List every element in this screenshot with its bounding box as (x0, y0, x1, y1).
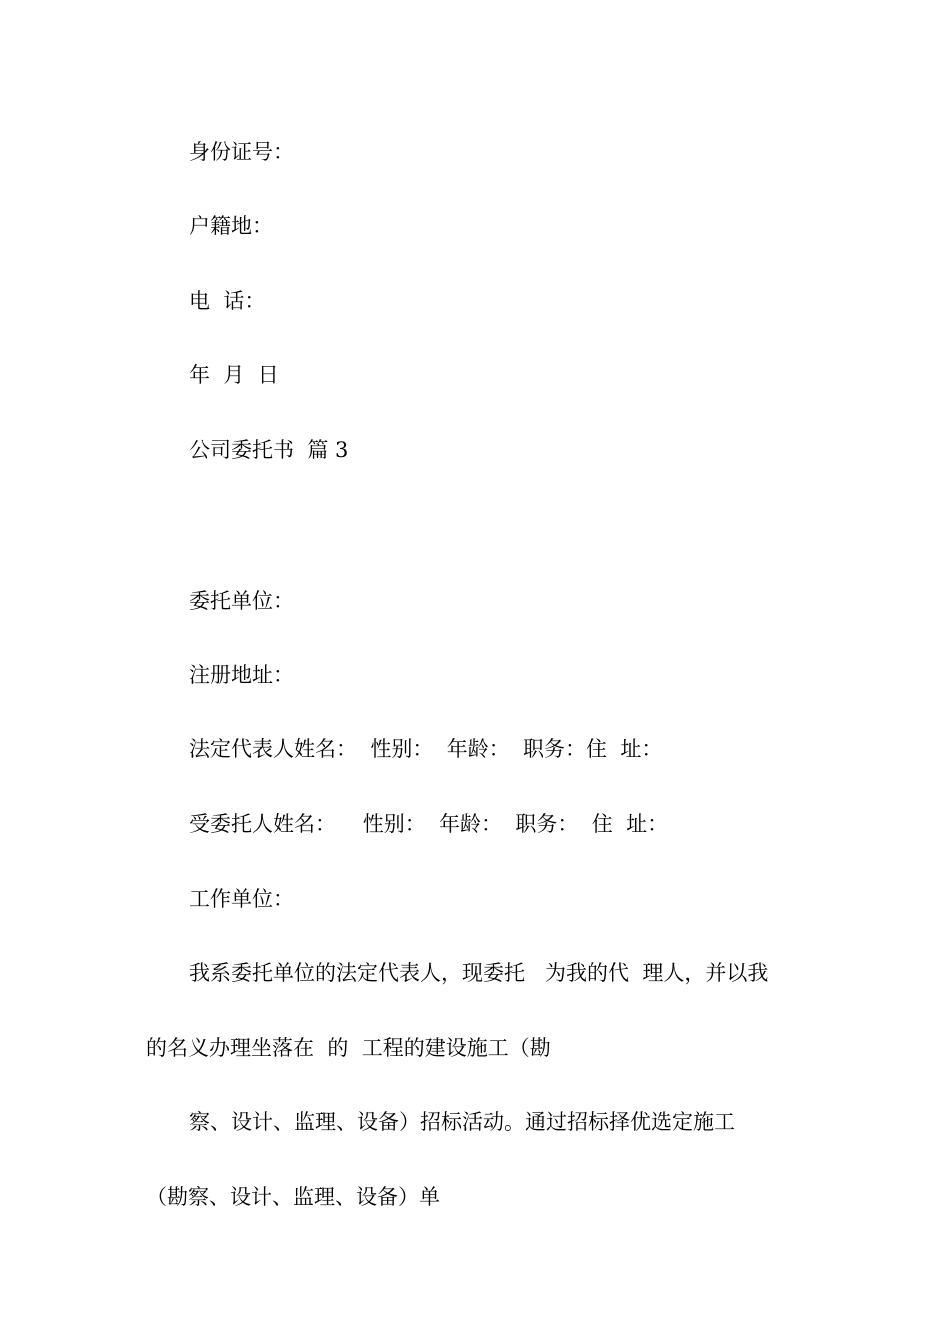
body-paragraph-line-1: 我系委托单位的法定代表人，现委托 为我的代 理人，并以我 (189, 961, 769, 985)
phone-label: 电 话： (189, 289, 266, 313)
legal-representative-line: 法定代表人姓名： 性别： 年龄： 职务：住 址： (189, 737, 663, 761)
body-paragraph-line-3: 察、设计、监理、设备）招标活动。通过招标择优选定施工 (189, 1110, 735, 1134)
date-line: 年 月 日 (189, 363, 279, 387)
entrusted-person-line: 受委托人姓名： 性别： 年龄： 职务： 住 址： (189, 812, 669, 836)
section-heading: 公司委托书 篇 3 (189, 438, 349, 462)
body-paragraph-line-4: （勘察、设计、监理、设备）单 (146, 1185, 440, 1209)
work-unit-label: 工作单位： (189, 887, 294, 911)
entrusting-unit-label: 委托单位： (189, 589, 294, 613)
id-number-field-label: 身份证号： (189, 140, 294, 164)
body-paragraph-line-2: 的名义办理坐落在 的 工程的建设施工（勘 (146, 1036, 551, 1060)
household-registration-label: 户籍地： (189, 214, 273, 238)
registered-address-label: 注册地址： (189, 663, 294, 687)
